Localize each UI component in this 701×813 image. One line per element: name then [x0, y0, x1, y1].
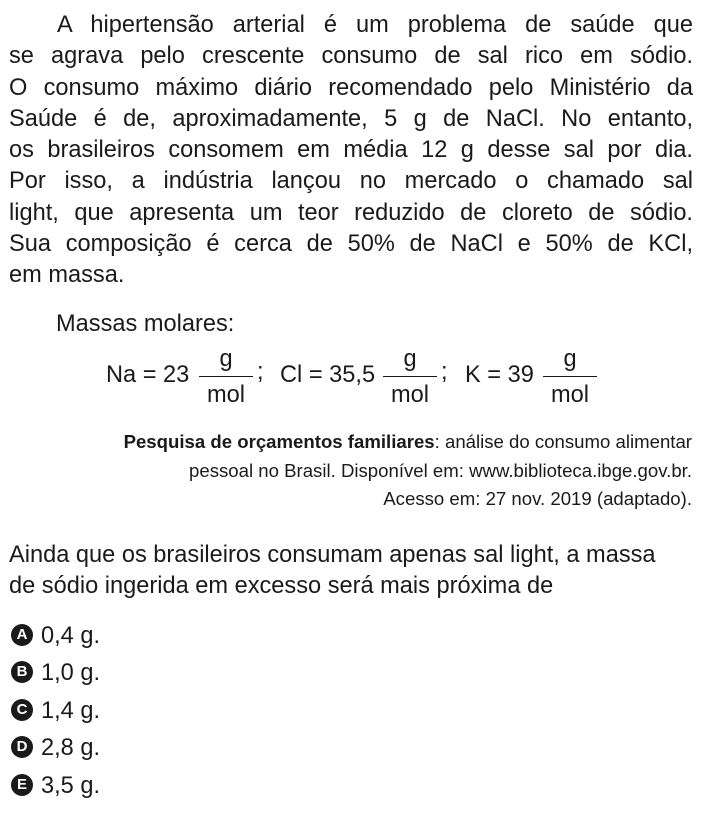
question-line: de sódio ingerida em excesso será mais próxima de: [9, 573, 554, 600]
fraction-denominator: mol: [206, 382, 246, 408]
molar-mass-lhs: K = 39: [465, 362, 534, 388]
molar-mass-na: [106, 345, 276, 411]
fraction-bar: [543, 376, 597, 377]
option-letter-badge: E: [11, 774, 33, 796]
paragraph-line: Sua composição é cerca de 50% de NaCl e 50% de KCl,: [9, 231, 693, 258]
option-c[interactable]: [11, 696, 100, 726]
citation-line: [20, 428, 692, 457]
question-stem: [9, 540, 693, 603]
molar-mass-cl: [280, 345, 450, 411]
paragraph-line: light, que apresenta um teor reduzido de cloreto de sódio.: [9, 199, 693, 226]
molar-mass-lhs: Na = 23: [106, 362, 190, 388]
paragraph-line: se agrava pelo crescente consumo de sal rico em sódio.: [9, 43, 693, 70]
option-letter-badge: D: [11, 736, 33, 758]
fraction-numerator: g: [219, 346, 233, 372]
fraction-denominator: mol: [390, 382, 430, 408]
molar-masses-title: Massas molares:: [56, 311, 235, 337]
unit-fraction: [381, 345, 439, 411]
unit-fraction: [541, 345, 599, 411]
fraction-bar: [199, 376, 253, 377]
option-text: 3,5 g.: [41, 773, 101, 799]
option-d[interactable]: [11, 733, 100, 763]
fraction-denominator: mol: [550, 382, 590, 408]
option-text: 1,4 g.: [41, 698, 101, 724]
paragraph-line: O consumo máximo diário recomendado pelo Ministério da: [9, 74, 693, 101]
fraction-bar: [383, 376, 437, 377]
option-text: 0,4 g.: [41, 623, 101, 649]
citation-subtitle: : análise do consumo alimentar: [434, 431, 692, 452]
fraction-numerator: g: [563, 346, 577, 372]
source-citation: [20, 428, 692, 514]
separator: ;: [441, 359, 448, 385]
option-letter-badge: A: [11, 624, 33, 646]
paragraph-line: Saúde é de, aproximadamente, 5 g de NaCl. No entanto,: [9, 105, 693, 132]
molar-mass-lhs: Cl = 35,5: [280, 362, 376, 388]
option-text: 2,8 g.: [41, 735, 101, 761]
paragraph-line: A hipertensão arterial é um problema de saúde que: [57, 12, 693, 38]
option-a[interactable]: [11, 621, 100, 651]
intro-paragraph: [9, 10, 693, 292]
option-e[interactable]: [11, 771, 100, 801]
paragraph-line: os brasileiros consomem em média 12 g desse sal por dia.: [9, 137, 693, 164]
option-b[interactable]: [11, 658, 100, 688]
unit-fraction: [197, 345, 255, 411]
option-text: 1,0 g.: [41, 660, 101, 686]
paragraph-line: em massa.: [9, 262, 125, 289]
option-letter-badge: B: [11, 661, 33, 683]
molar-mass-k: [465, 345, 605, 411]
separator: ;: [257, 359, 264, 385]
option-letter-badge: C: [11, 699, 33, 721]
molar-masses-formula: [106, 345, 606, 411]
citation-title: Pesquisa de orçamentos familiares: [123, 431, 435, 452]
fraction-numerator: g: [403, 346, 417, 372]
paragraph-line: Por isso, a indústria lançou no mercado o chamado sal: [9, 168, 693, 195]
citation-line: pessoal no Brasil. Disponível em: www.biblioteca.ibge.gov.br.: [189, 459, 692, 481]
citation-access-date: Acesso em: 27 nov. 2019 (adaptado).: [383, 488, 692, 510]
question-line: Ainda que os brasileiros consumam apenas sal light, a massa: [9, 542, 656, 568]
